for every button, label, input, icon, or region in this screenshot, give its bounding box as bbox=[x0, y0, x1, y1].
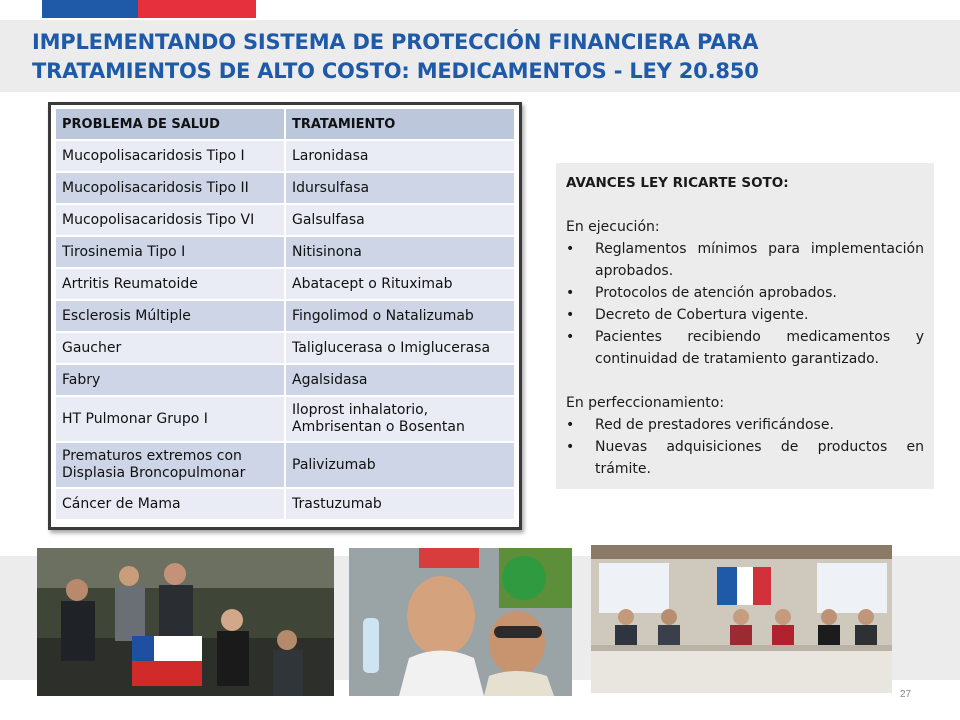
ejecucion-label: En ejecución: bbox=[566, 219, 660, 235]
photo-supporters bbox=[349, 548, 572, 696]
photo-panel-meeting bbox=[591, 545, 892, 693]
cell-tratamiento: Taliglucerasa o Imiglucerasa bbox=[285, 332, 515, 364]
cell-tratamiento: Agalsidasa bbox=[285, 364, 515, 396]
cell-problema: Cáncer de Mama bbox=[55, 488, 285, 520]
parliament-photo-illustration bbox=[37, 548, 334, 696]
table-header-row bbox=[55, 108, 515, 140]
column-header-tratamiento: TRATAMIENTO bbox=[285, 108, 515, 140]
list-item: • Pacientes recibiendo medicamentos y continuidad de tratamiento garantizado. bbox=[566, 326, 924, 370]
treatment-table-frame bbox=[48, 102, 522, 530]
perfeccionamiento-label: En perfeccionamiento: bbox=[566, 395, 725, 411]
cell-problema: Mucopolisacaridosis Tipo II bbox=[55, 172, 285, 204]
cell-tratamiento: Trastuzumab bbox=[285, 488, 515, 520]
cell-tratamiento: Palivizumab bbox=[285, 442, 515, 488]
cell-problema: Artritis Reumatoide bbox=[55, 268, 285, 300]
table-row bbox=[55, 300, 515, 332]
cell-tratamiento: Galsulfasa bbox=[285, 204, 515, 236]
page-title bbox=[32, 28, 932, 86]
avances-panel bbox=[556, 163, 934, 489]
supporters-photo-illustration bbox=[349, 548, 572, 696]
cell-problema: Esclerosis Múltiple bbox=[55, 300, 285, 332]
cell-tratamiento: Fingolimod o Natalizumab bbox=[285, 300, 515, 332]
cell-tratamiento: Iloprost inhalatorio, Ambrisentan o Bosentan bbox=[285, 396, 515, 442]
ejecucion-list bbox=[566, 238, 924, 370]
table-row bbox=[55, 364, 515, 396]
list-item: • Red de prestadores verificándose. bbox=[566, 414, 924, 436]
table-row bbox=[55, 236, 515, 268]
cell-tratamiento: Nitisinona bbox=[285, 236, 515, 268]
cell-problema: Gaucher bbox=[55, 332, 285, 364]
cell-problema: Tirosinemia Tipo I bbox=[55, 236, 285, 268]
photo-parliament-celebration bbox=[37, 548, 334, 696]
table-row bbox=[55, 442, 515, 488]
table-row bbox=[55, 140, 515, 172]
table-row bbox=[55, 488, 515, 520]
cell-problema: Prematuros extremos con Displasia Broncopulmonar bbox=[55, 442, 285, 488]
flag-stripe-red bbox=[138, 0, 256, 18]
list-item: • Decreto de Cobertura vigente. bbox=[566, 304, 924, 326]
list-item: • Protocolos de atención aprobados. bbox=[566, 282, 924, 304]
cell-problema: HT Pulmonar Grupo I bbox=[55, 396, 285, 442]
table-row bbox=[55, 332, 515, 364]
flag-stripe-blue bbox=[42, 0, 138, 18]
table-row bbox=[55, 204, 515, 236]
perfeccionamiento-list bbox=[566, 414, 924, 480]
page-title-line-2: TRATAMIENTOS DE ALTO COSTO: MEDICAMENTOS - LEY 20.850 bbox=[32, 59, 759, 83]
cell-problema: Mucopolisacaridosis Tipo I bbox=[55, 140, 285, 172]
cell-tratamiento: Laronidasa bbox=[285, 140, 515, 172]
column-header-problema: PROBLEMA DE SALUD bbox=[55, 108, 285, 140]
table-row bbox=[55, 396, 515, 442]
cell-problema: Fabry bbox=[55, 364, 285, 396]
cell-tratamiento: Idursulfasa bbox=[285, 172, 515, 204]
table-row bbox=[55, 172, 515, 204]
cell-tratamiento: Abatacept o Rituximab bbox=[285, 268, 515, 300]
panel-photo-illustration bbox=[591, 545, 892, 693]
list-item: • Nuevas adquisiciones de productos en trámite. bbox=[566, 436, 924, 480]
page-title-line-1: IMPLEMENTANDO SISTEMA DE PROTECCIÓN FINANCIERA PARA bbox=[32, 30, 759, 54]
avances-heading: AVANCES LEY RICARTE SOTO: bbox=[566, 175, 789, 191]
list-item: • Reglamentos mínimos para implementación aprobados. bbox=[566, 238, 924, 282]
treatment-table bbox=[54, 107, 516, 521]
page-number: 27 bbox=[900, 689, 912, 700]
cell-problema: Mucopolisacaridosis Tipo VI bbox=[55, 204, 285, 236]
table-row bbox=[55, 268, 515, 300]
